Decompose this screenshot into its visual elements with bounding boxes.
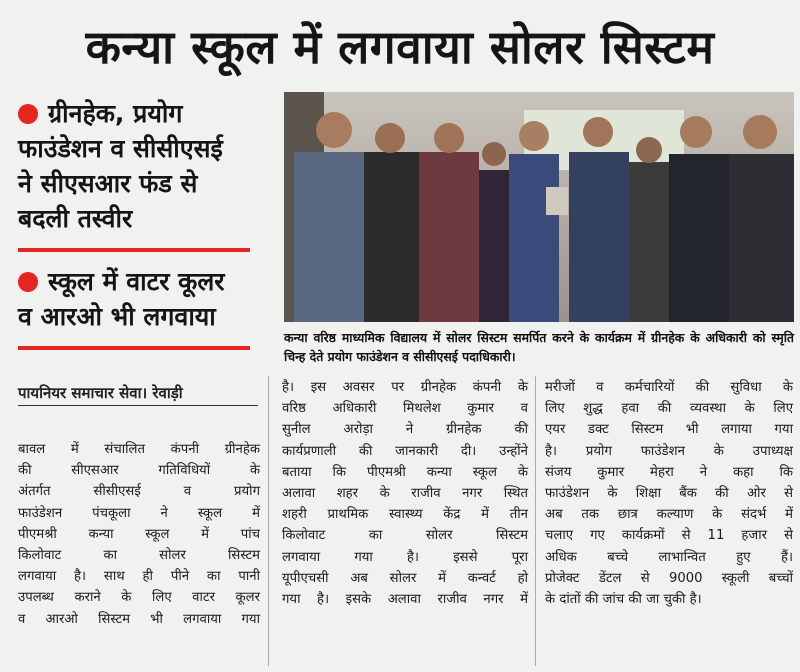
subhead-2-line: व आरओ भी लगवाया: [18, 302, 216, 331]
subhead-1-line: ने सीएसआर फंड से: [18, 169, 198, 198]
body-line: की सीएसआर गतिविधियों के: [18, 463, 260, 479]
red-bullet-icon: [18, 272, 38, 292]
body-line: प्रोजेक्ट डेंटल से 9000 स्कूली बच्चों: [545, 570, 793, 586]
body-line: व आरओ सिस्टम भी लगवाया गया: [18, 611, 260, 627]
body-line: अधिक बच्चे लाभान्वित हुए हैं।: [545, 549, 793, 565]
event-photo-image: [284, 92, 794, 322]
body-line: यूपीएचसी अब सोलर में कन्वर्ट हो: [282, 570, 528, 586]
body-line: अब तक छात्र कल्याण के संदर्भ में: [545, 507, 793, 523]
red-divider: [18, 346, 250, 350]
body-line: सुनील अरोड़ा ने ग्रीनहेक की: [282, 422, 528, 438]
body-line: चलाए गए कार्यक्रमों से 11 हजार से: [545, 528, 793, 544]
subhead-1-line: बदली तस्वीर: [18, 204, 133, 233]
body-column-1: [18, 439, 260, 630]
subhead-1-line: फाउंडेशन व सीसीएसई: [18, 134, 223, 163]
body-line: शहरी प्राथमिक स्वास्थ्य केंद्र में तीन: [282, 507, 528, 523]
body-line: लगवाया है। साथ ही पीने का पानी: [18, 569, 260, 585]
body-line: है। इस अवसर पर ग्रीनहेक कंपनी के: [282, 380, 528, 395]
red-bullet-icon: [18, 104, 38, 124]
body-line: उपलब्ध कराने के लिए वाटर कूलर: [18, 590, 260, 606]
body-line: बताया कि पीएमश्री कन्या स्कूल के: [282, 464, 528, 480]
byline: पायनियर समाचार सेवा। रेवाड़ी: [18, 383, 258, 406]
subhead-1: [18, 96, 268, 236]
body-line: फाउंडेशन पंचकूला ने स्कूल में: [18, 505, 260, 521]
body-line: लिए शुद्ध हवा की व्यवस्था के लिए: [545, 401, 793, 417]
headline: कन्या स्कूल में लगवाया सोलर सिस्टम: [85, 20, 715, 74]
body-line: गया है। इसके अलावा राजीव नगर में: [282, 592, 528, 608]
subhead-2-line: स्कूल में वाटर कूलर: [18, 264, 268, 299]
body-line: किलोवाट का सोलर सिस्टम: [18, 548, 260, 564]
body-line: किलोवाट का सोलर सिस्टम: [282, 528, 528, 544]
body-line: अलावा शहर के राजीव नगर स्थित: [282, 486, 528, 502]
body-line: है। प्रयोग फाउंडेशन के उपाध्यक्ष: [545, 443, 793, 459]
body-line: बावल में संचालित कंपनी ग्रीनहेक: [18, 442, 260, 457]
column-divider: [268, 376, 269, 666]
body-line: फाउंडेशन के शिक्षा बैंक की ओर से: [545, 486, 793, 502]
body-line: के दांतों की जांच की जा चुकी है।: [545, 592, 702, 608]
body-line: पीएमश्री कन्या स्कूल में पांच: [18, 526, 260, 542]
subhead-1-line: ग्रीनहेक, प्रयोग: [18, 96, 268, 131]
photo-caption: कन्या वरिष्ठ माध्यमिक विद्यालय में सोलर सिस्टम समर्पित करने के कार्यक्रम में ग्रीनहेक के अधिकारी को स्मृति चिन्ह देते प्रयोग फाउंडेशन व सीसीएसई पदाधिकारी।: [284, 330, 794, 364]
body-column-2: [282, 377, 528, 610]
subhead-column: [18, 96, 268, 362]
body-line: मरीजों व कर्मचारियों की सुविधा के: [545, 380, 793, 395]
body-line: संजय कुमार मेहरा ने कहा कि: [545, 464, 793, 480]
body-line: लगवाया गया है। इससे पूरा: [282, 549, 528, 565]
subhead-2: [18, 264, 268, 334]
red-divider: [18, 248, 250, 252]
body-line: एयर डक्ट सिस्टम भी लगाया गया: [545, 422, 793, 438]
event-photo: [284, 92, 794, 322]
body-line: कार्यप्रणाली की जानकारी दी। उन्होंने: [282, 443, 528, 459]
column-divider: [535, 376, 536, 666]
body-line: वरिष्ठ अधिकारी मिथलेश कुमार व: [282, 401, 528, 417]
body-line: अंतर्गत सीसीएसई व प्रयोग: [18, 484, 260, 500]
body-column-3: [545, 377, 793, 610]
